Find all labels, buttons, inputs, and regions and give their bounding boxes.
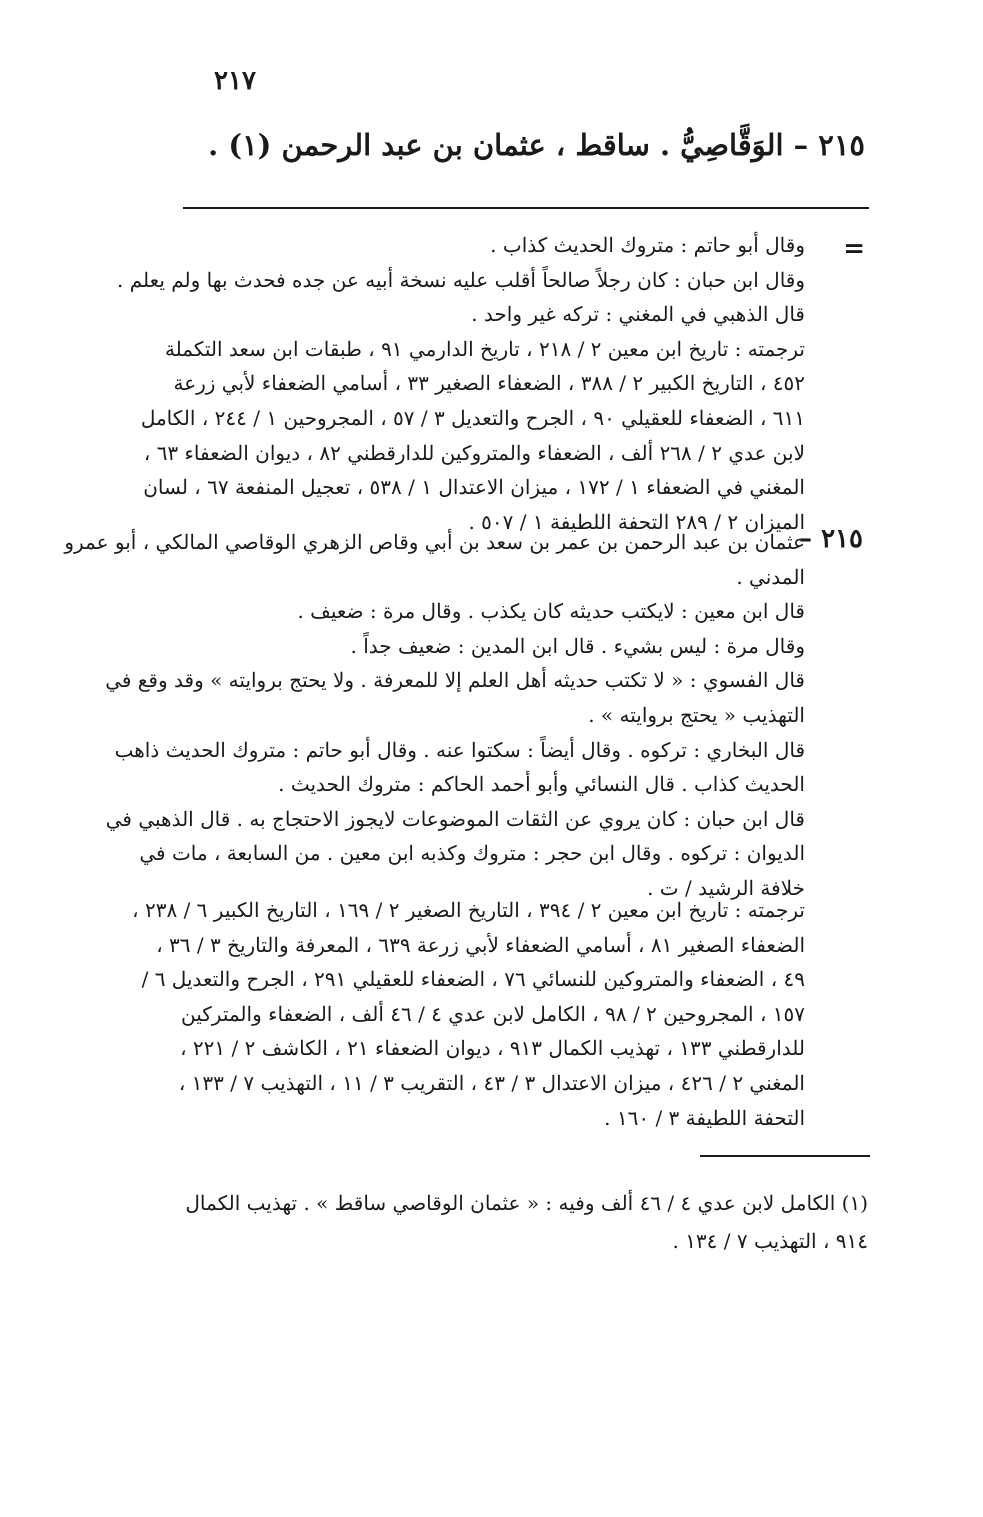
- heading-entry-number: ٢١٥: [818, 128, 865, 162]
- text-line: قال البخاري : تركوه . وقال أيضاً : سكتوا عنه . وقال أبو حاتم : متروك الحديث ذاهب: [114, 737, 805, 762]
- text-line: الميزان ٢ / ٢٨٩ التحفة اللطيفة ١ / ٥٠٧ .: [468, 509, 805, 534]
- text-line: التحفة اللطيفة ٣ / ١٦٠ .: [604, 1105, 805, 1130]
- text-line: المغني في الضعفاء ١ / ١٧٢ ، ميزان الاعتدال ١ / ٥٣٨ ، تعجيل المنفعة ٦٧ ، لسان: [143, 475, 805, 500]
- continuation-marker: =: [843, 234, 865, 264]
- text-line: الحديث كذاب . قال النسائي وأبو أحمد الحاكم : متروك الحديث .: [278, 772, 805, 797]
- footnote: [168, 1184, 868, 1260]
- text-line: للدارقطني ١٣٣ ، تهذيب الكمال ٩١٣ ، ديوان الضعفاء ٢١ ، الكاشف ٢ / ٢٢١ ،: [180, 1036, 805, 1061]
- text-line: وقال مرة : ليس بشيء . قال ابن المدين : ضعيف جداً .: [350, 633, 805, 658]
- text-line: المدني .: [736, 564, 805, 589]
- text-line: التهذيب « يحتج بروايته » .: [588, 702, 805, 727]
- footnote-line: (١) الكامل لابن عدي ٤ / ٤٦ ألف وفيه : « عثمان الوقاصي ساقط » . تهذيب الكمال: [185, 1191, 868, 1215]
- text-line: ترجمته : تاريخ ابن معين ٢ / ٣٩٤ ، التاريخ الصغير ٢ / ١٦٩ ، التاريخ الكبير ٦ / ٢٣٨ ،: [132, 898, 805, 922]
- text-line: وقال أبو حاتم : متروك الحديث كذاب .: [490, 233, 805, 257]
- text-line: قال الفسوي : « لا تكتب حديثه أهل العلم إلا للمعرفة . ولا يحتج بروايته » وقد وقع في: [105, 668, 805, 693]
- header-rule: [183, 207, 869, 209]
- entry-references: [132, 893, 805, 1135]
- text-line: ٦١١ ، الضعفاء للعقيلي ٩٠ ، الجرح والتعديل ٣ / ٥٧ ، المجروحين ١ / ٢٤٤ ، الكامل: [140, 405, 805, 430]
- entry-number: ٢١٥ –: [799, 524, 863, 554]
- text-line: الديوان : تركوه . وقال ابن حجر : متروك وكذبه ابن معين . من السابعة ، مات في: [139, 841, 805, 866]
- text-line: المغني ٢ / ٤٢٦ ، ميزان الاعتدال ٣ / ٤٣ ، التقريب ٣ / ١١ ، التهذيب ٧ / ١٣٣ ،: [178, 1070, 805, 1095]
- text-line: عثمان بن عبد الرحمن بن عمر بن سعد بن أبي وقاص الزهري الوقاصي المالكي ، أبو عمرو: [64, 530, 805, 554]
- text-line: قال ابن حبان : كان يروي عن الثقات الموضوعات لايجوز الاحتجاج به . قال الذهبي في: [105, 806, 805, 831]
- text-line: قال الذهبي في المغني : تركه غير واحد .: [471, 302, 805, 327]
- text-line: قال ابن معين : لايكتب حديثه كان يكذب . وقال مرة : ضعيف .: [297, 599, 805, 624]
- page-number: ٢١٧: [214, 66, 256, 96]
- text-line: ترجمته : تاريخ ابن معين ٢ / ٢١٨ ، تاريخ الدارمي ٩١ ، طبقات ابن سعد التكملة: [164, 336, 805, 361]
- text-line: خلافة الرشيد / ت .: [647, 875, 805, 900]
- previous-entry-continuation: [117, 228, 805, 539]
- footnote-rule: [700, 1155, 870, 1157]
- text-line: ٤٥٢ ، التاريخ الكبير ٢ / ٣٨٨ ، الضعفاء الصغير ٣٣ ، أسامي الضعفاء لأبي زرعة: [173, 371, 805, 396]
- footnote-line: ٩١٤ ، التهذيب ٧ / ١٣٤ .: [672, 1229, 868, 1253]
- heading-text: – الوَقَّاصِيُّ . ساقط ، عثمان بن عبد الرحمن (١) .: [208, 128, 809, 162]
- entry-heading: [145, 128, 865, 162]
- text-line: ٤٩ ، الضعفاء والمتروكين للنسائي ٧٦ ، الضعفاء للعقيلي ٢٩١ ، الجرح والتعديل ٦ /: [141, 967, 805, 992]
- text-line: ١٥٧ ، المجروحين ٢ / ٩٨ ، الكامل لابن عدي ٤ / ٤٦ ألف ، الضعفاء والمتركين: [181, 1001, 805, 1026]
- text-line: وقال ابن حبان : كان رجلاً صالحاً أقلب عليه نسخة أبيه عن جده فحدث بها ولم يعلم .: [117, 267, 805, 292]
- text-line: لابن عدي ٢ / ٢٦٨ ألف ، الضعفاء والمتروكين للدارقطني ٨٢ ، ديوان الضعفاء ٦٣ ،: [143, 440, 805, 465]
- text-line: الضعفاء الصغير ٨١ ، أسامي الضعفاء لأبي زرعة ٦٣٩ ، المعرفة والتاريخ ٣ / ٣٦ ،: [156, 932, 805, 957]
- entry-body: [64, 525, 805, 906]
